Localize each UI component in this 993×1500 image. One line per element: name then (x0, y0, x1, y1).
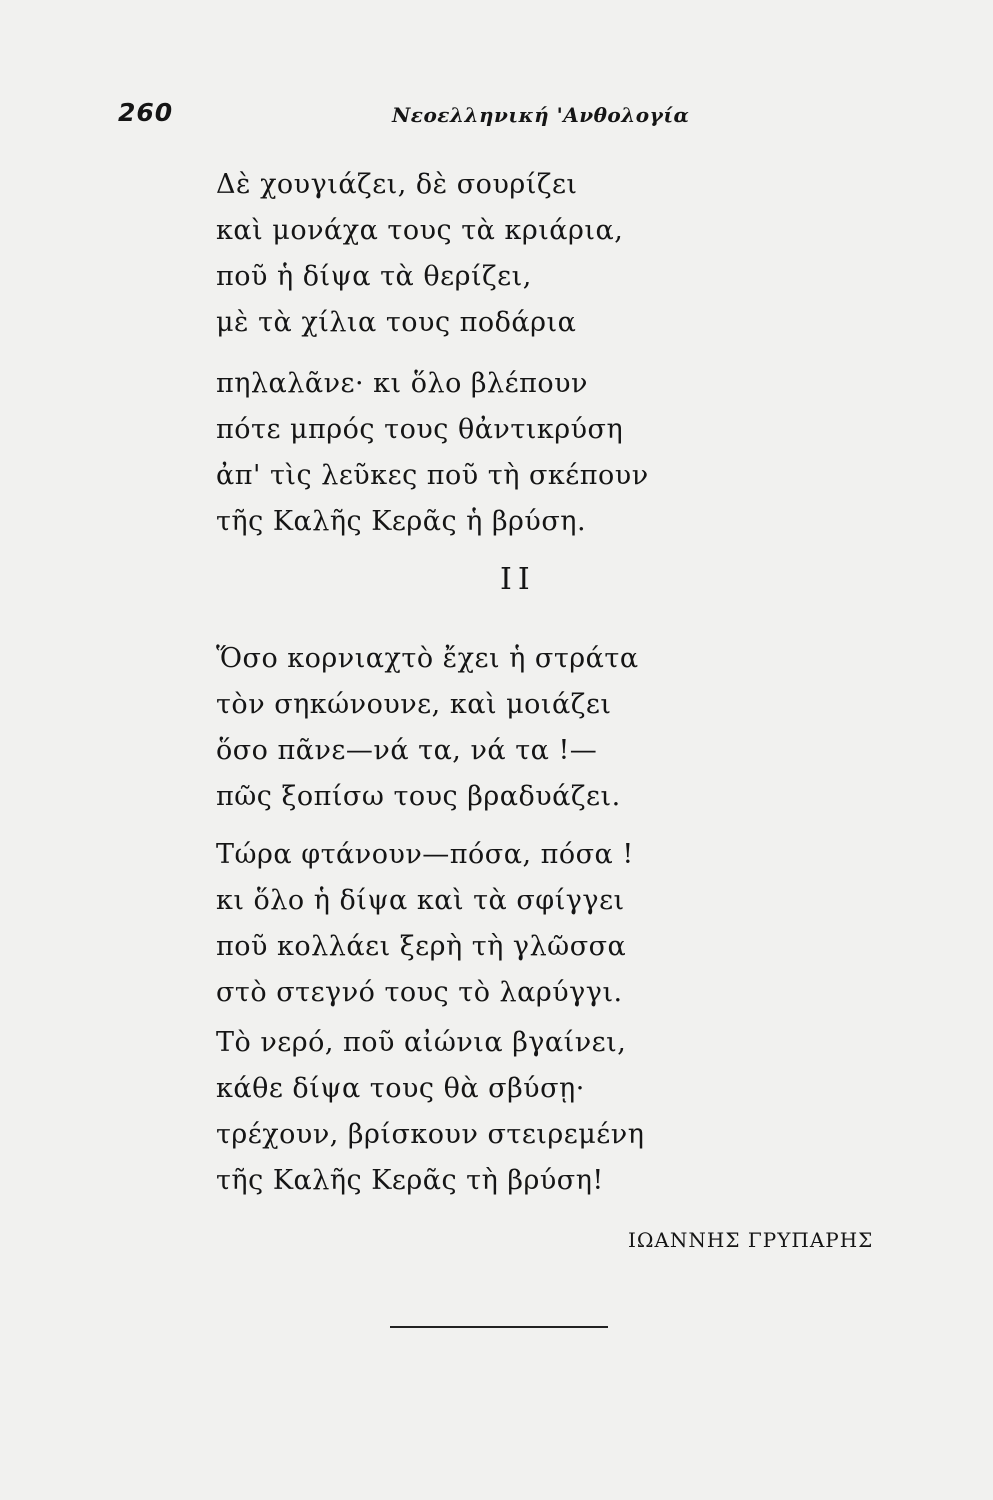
verse-line: τρέχουν, βρίσκουν στειρεμένη (216, 1119, 645, 1150)
verse-line: Ὅσο κορνιαχτὸ ἔχει ἡ στράτα (216, 643, 639, 674)
verse-line: ποῦ ἡ δίψα τὰ θερίζει, (216, 261, 532, 292)
stanza-5 (216, 1020, 644, 1204)
verse-line: τὸν σηκώνουνε, καὶ μοιάζει (216, 689, 612, 720)
stanza-3 (216, 636, 639, 820)
verse-line: Τώρα φτάνουν—πόσα, πόσα ! (216, 839, 634, 870)
stanza-2 (216, 361, 649, 545)
page-number: 260 (118, 98, 174, 127)
author-signature: ΙΩΑΝΝΗΣ ΓΡΥΠΑΡΗΣ (628, 1228, 874, 1252)
verse-line: κι ὅλο ἡ δίψα καὶ τὰ σφίγγει (216, 885, 625, 916)
verse-line: τῆς Καλῆς Κερᾶς ἡ βρύση. (216, 506, 587, 537)
verse-line: στὸ στεγνό τους τὸ λαρύγγι. (216, 977, 623, 1008)
verse-line: πῶς ξοπίσω τους βραδυάζει. (216, 781, 621, 812)
stanza-1 (216, 162, 623, 346)
verse-line: πότε μπρός τους θἀντικρύση (216, 414, 624, 445)
running-header: Νεοελληνική 'Ανθολογία (392, 103, 690, 127)
verse-line: πηλαλᾶνε· κι ὅλο βλέπουν (216, 368, 588, 399)
verse-line: ἀπ' τὶς λεῦκες ποῦ τὴ σκέπουν (216, 460, 649, 491)
closing-rule (390, 1326, 608, 1328)
stanza-4 (216, 832, 634, 1016)
verse-line: Δὲ χουγιάζει, δὲ σουρίζει (216, 169, 578, 200)
verse-line: μὲ τὰ χίλια τους ποδάρια (216, 307, 577, 338)
verse-line: κάθε δίψα τους θὰ σβύσῃ· (216, 1073, 585, 1104)
verse-line: ποῦ κολλάει ξερὴ τὴ γλῶσσα (216, 931, 627, 962)
verse-line: Τὸ νερό, ποῦ αἰώνια βγαίνει, (216, 1027, 627, 1058)
verse-line: καὶ μονάχα τους τὰ κριάρια, (216, 215, 624, 246)
section-heading: II (500, 562, 536, 597)
verse-line: τῆς Καλῆς Κερᾶς τὴ βρύση! (216, 1165, 604, 1196)
verse-line: ὅσο πᾶνε—νά τα, νά τα !— (216, 735, 598, 766)
